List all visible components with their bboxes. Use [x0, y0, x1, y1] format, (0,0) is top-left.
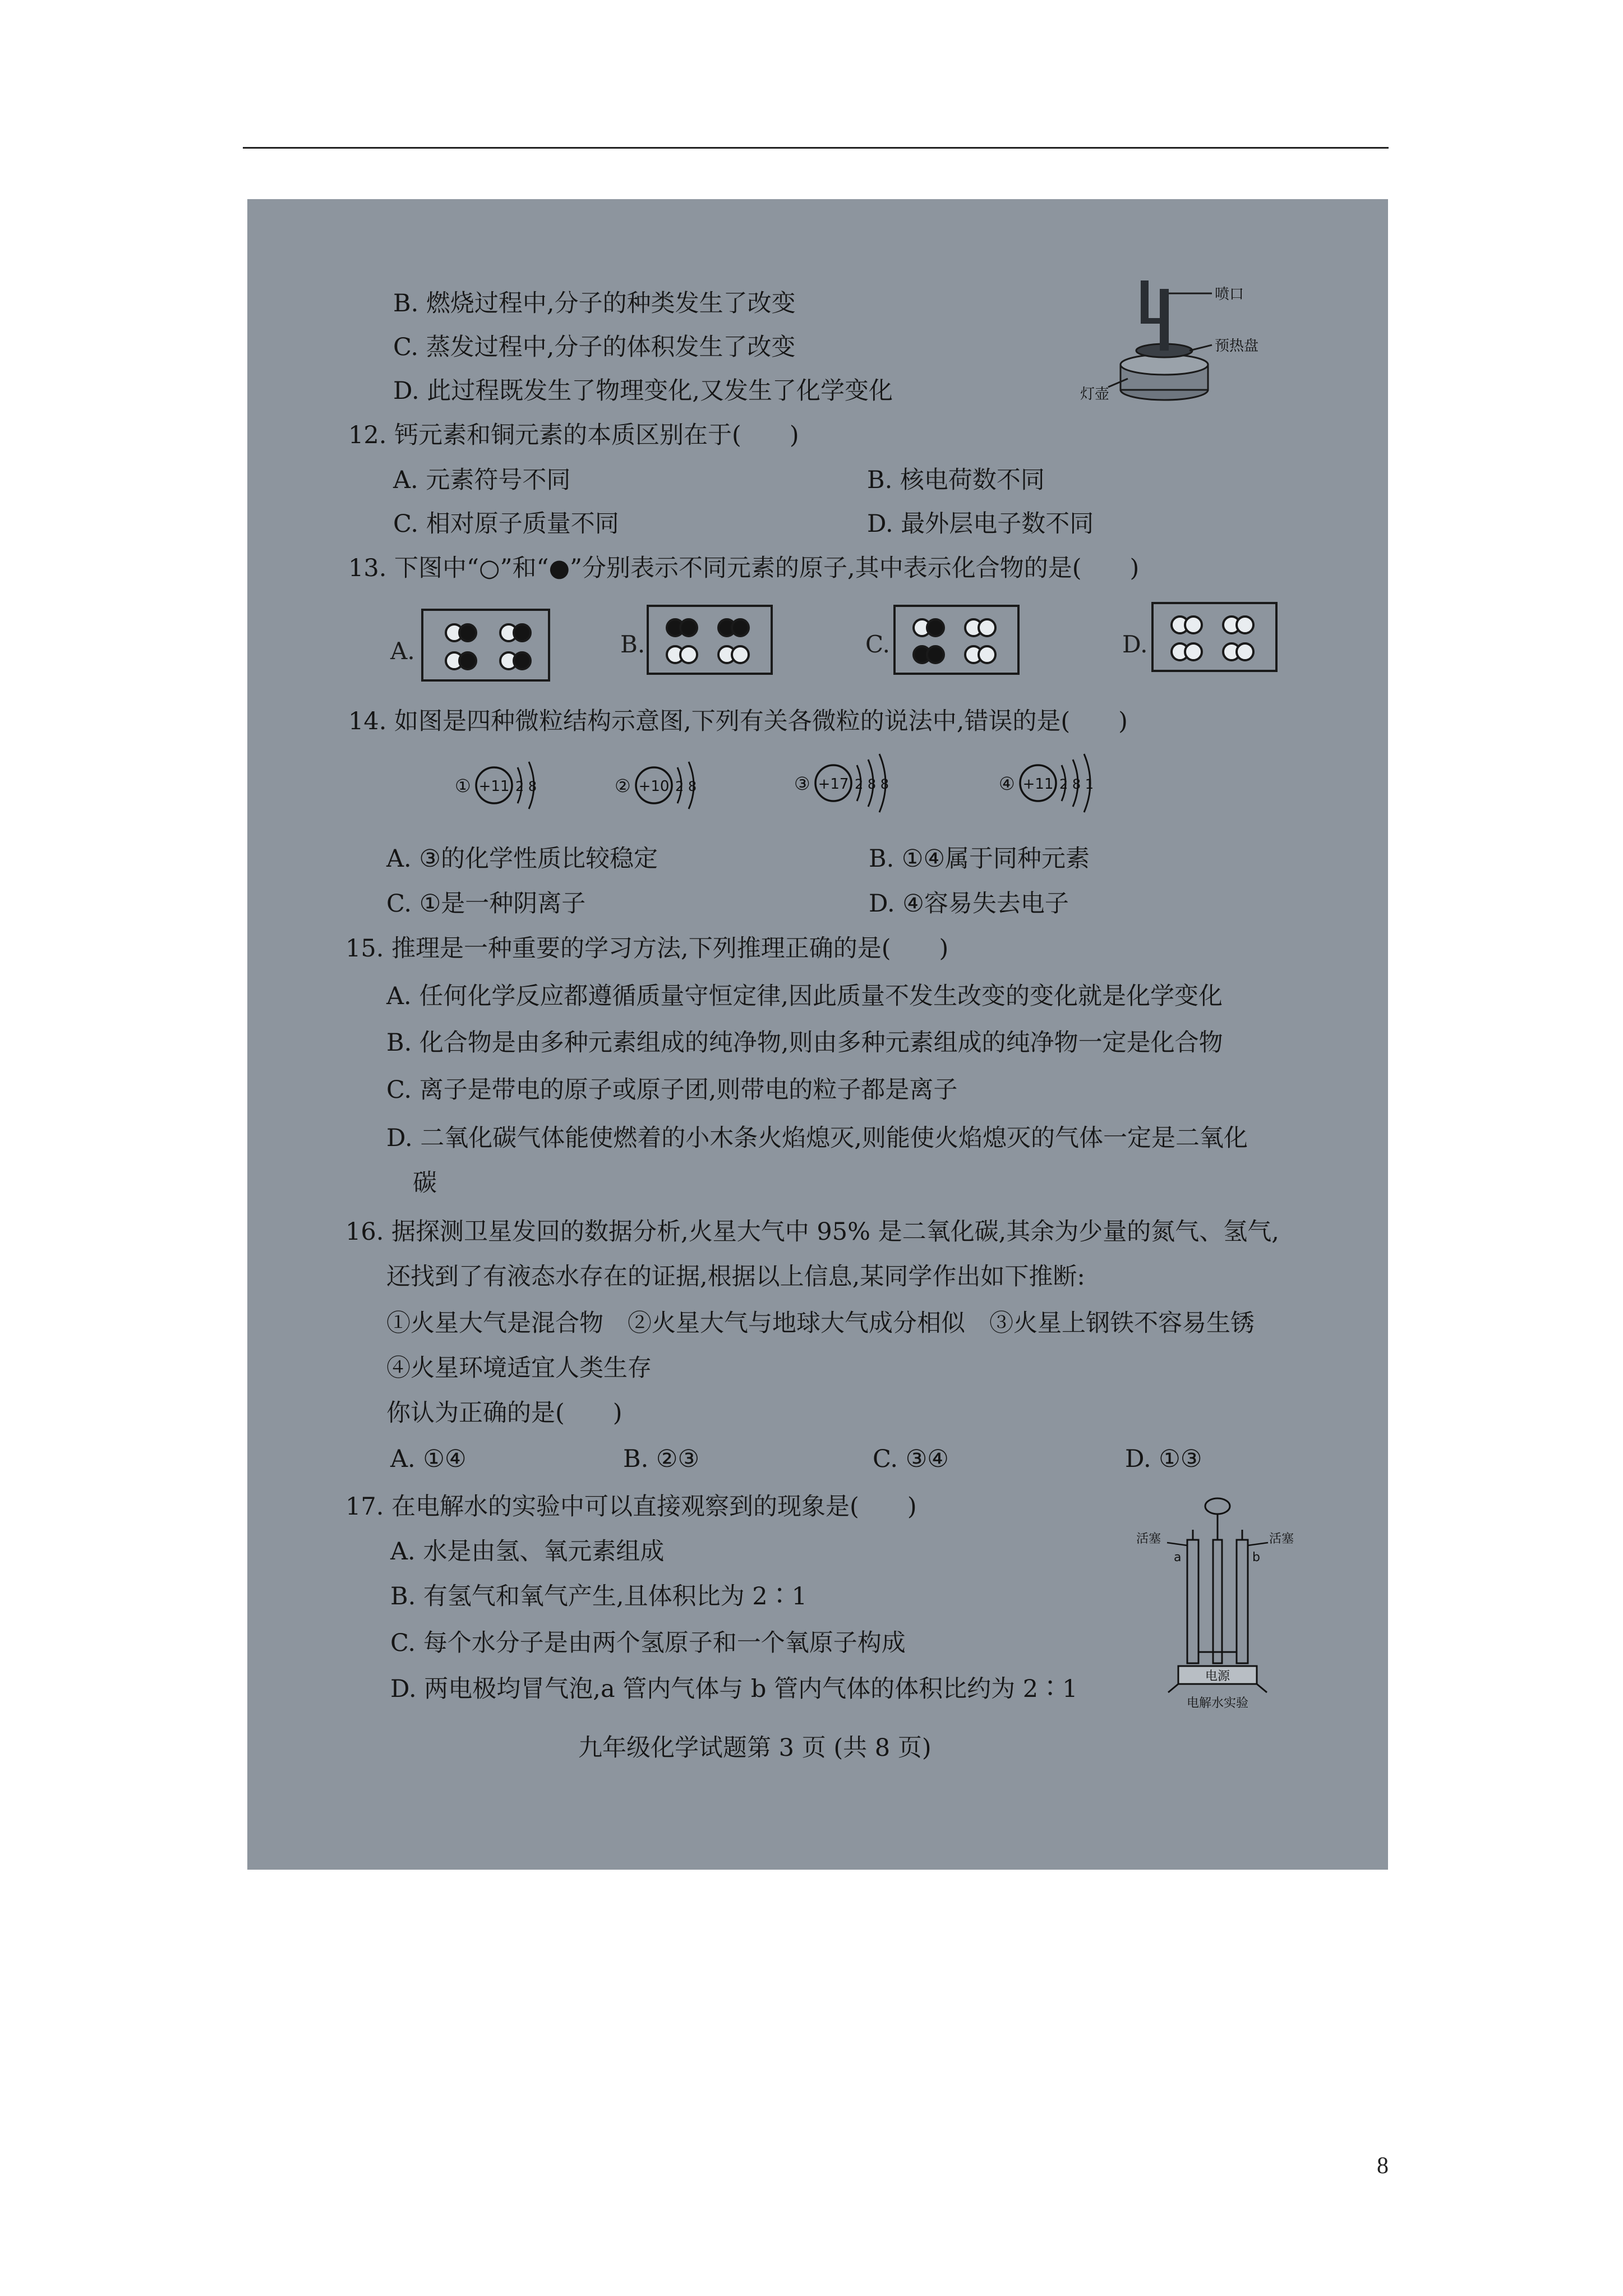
- particle-1-number: ①: [455, 775, 471, 797]
- particle-1-diagram: [455, 752, 567, 819]
- q15-option-d-line1: D. 二氧化碳气体能使燃着的小木条火焰熄灭,则能使火焰熄灭的气体一定是二氧化: [386, 1124, 1248, 1152]
- q12-option-d: D. 最外层电子数不同: [867, 510, 1094, 538]
- molecule: [666, 618, 698, 637]
- alcohol-lamp-figure: [1080, 266, 1271, 403]
- q12-option-c: C. 相对原子质量不同: [393, 510, 619, 538]
- q13-option-c-box: [893, 605, 1020, 675]
- q16-statements-1: ①火星大气是混合物 ②火星大气与地球大气成分相似 ③火星上钢铁不容易生锈: [386, 1309, 1255, 1337]
- header-rule: [243, 147, 1389, 149]
- molecule: [912, 618, 945, 637]
- molecule: [666, 645, 698, 664]
- q11-option-b: B. 燃烧过程中,分子的种类发生了改变: [393, 289, 796, 318]
- particle-3-diagram: [794, 746, 929, 819]
- q16-stem-line1: 16. 据探测卫星发回的数据分析,火星大气中 95% 是二氧化碳,其余为少量的氮气、氢气,: [345, 1218, 1279, 1246]
- molecule: [912, 645, 945, 664]
- electrolysis-caption: 电解水实验: [1186, 1696, 1249, 1710]
- q13-option-c-label: C.: [865, 631, 890, 658]
- q13-option-b-label: B.: [620, 631, 645, 658]
- q11-option-d: D. 此过程既发生了物理变化,又发生了化学变化: [393, 377, 893, 405]
- tube-b-label: b: [1252, 1550, 1260, 1565]
- molecule: [499, 651, 532, 670]
- particle-2-diagram: [615, 752, 727, 819]
- q13-stem: 13. 下图中“○”和“●”分别表示不同元素的原子,其中表示化合物的是( ): [348, 554, 1140, 582]
- q16-stem-line2: 还找到了有液态水存在的证据,根据以上信息,某同学作出如下推断:: [386, 1263, 1085, 1291]
- electrolysis-figure: [1133, 1489, 1302, 1714]
- particle-4-number: ④: [999, 773, 1015, 794]
- q13-option-a-label: A.: [390, 637, 415, 665]
- q15-option-d-line2: 碳: [413, 1169, 437, 1197]
- q11-option-c: C. 蒸发过程中,分子的体积发生了改变: [393, 333, 796, 361]
- q13-option-d-label: D.: [1122, 631, 1148, 658]
- q16-question: 你认为正确的是( ): [386, 1399, 623, 1427]
- molecule: [499, 623, 532, 642]
- q13-option-b-box: [647, 605, 773, 675]
- particle-2-number: ②: [615, 775, 631, 797]
- q15-option-b: B. 化合物是由多种元素组成的纯净物,则由多种元素组成的纯净物一定是化合物: [386, 1029, 1223, 1057]
- q14-option-a: A. ③的化学性质比较稳定: [386, 845, 658, 873]
- q17-stem: 17. 在电解水的实验中可以直接观察到的现象是( ): [345, 1493, 917, 1521]
- q15-option-a: A. 任何化学反应都遵循质量守恒定律,因此质量不发生改变的变化就是化学变化: [386, 982, 1223, 1010]
- molecule: [1170, 615, 1203, 634]
- q16-option-c: C. ③④: [873, 1445, 949, 1473]
- molecule: [445, 651, 477, 670]
- particle-2-nucleus: +10: [638, 778, 670, 795]
- q13-option-d-box: [1151, 602, 1278, 672]
- nozzle-label: 喷口: [1215, 286, 1244, 303]
- q16-option-b: B. ②③: [623, 1445, 700, 1473]
- molecule: [1170, 642, 1203, 661]
- molecule: [1222, 642, 1255, 661]
- molecule: [964, 618, 997, 637]
- particle-3-shells: 2 8 8: [855, 776, 889, 792]
- particle-1-shells: 2 8: [515, 779, 537, 794]
- q14-option-d: D. ④容易失去电子: [869, 890, 1069, 918]
- q16-option-d: D. ①③: [1125, 1445, 1202, 1473]
- q12-option-b: B. 核电荷数不同: [867, 466, 1045, 494]
- particle-3-number: ③: [794, 773, 810, 794]
- left-valve-label: 活塞: [1136, 1532, 1161, 1546]
- q17-option-c: C. 每个水分子是由两个氢原子和一个氧原子构成: [390, 1629, 906, 1657]
- q12-stem: 12. 钙元素和铜元素的本质区别在于( ): [348, 421, 799, 449]
- particle-2-shells: 2 8: [675, 779, 697, 794]
- particle-4-nucleus: +11: [1022, 776, 1054, 793]
- right-valve-label: 活塞: [1269, 1532, 1294, 1546]
- tube-a-label: a: [1174, 1550, 1182, 1565]
- q14-stem: 14. 如图是四种微粒结构示意图,下列有关各微粒的说法中,错误的是( ): [348, 707, 1128, 735]
- q14-option-b: B. ①④属于同种元素: [869, 845, 1090, 873]
- power-supply-label: 电源: [1205, 1669, 1230, 1683]
- molecule: [964, 645, 997, 664]
- particle-4-diagram: [999, 746, 1133, 819]
- q13-option-a-box: [421, 609, 550, 682]
- page-number: 8: [1377, 2153, 1389, 2179]
- exam-page-photo: [247, 199, 1388, 1870]
- particle-1-nucleus: +11: [478, 778, 510, 795]
- page-footer: 九年级化学试题第 3 页 (共 8 页): [578, 1734, 932, 1762]
- q15-stem: 15. 推理是一种重要的学习方法,下列推理正确的是( ): [345, 935, 949, 963]
- particle-3-nucleus: +17: [818, 776, 849, 793]
- q17-option-b: B. 有氢气和氧气产生,且体积比为 2∶1: [390, 1582, 807, 1611]
- molecule: [1222, 615, 1255, 634]
- molecule: [445, 623, 477, 642]
- lamp-pot-label: 灯壶: [1080, 386, 1110, 403]
- q16-statements-2: ④火星环境适宜人类生存: [386, 1354, 652, 1382]
- molecule: [717, 618, 750, 637]
- q14-option-c: C. ①是一种阴离子: [386, 890, 586, 918]
- q12-option-a: A. 元素符号不同: [393, 466, 571, 494]
- q17-option-a: A. 水是由氢、氧元素组成: [390, 1538, 665, 1566]
- q15-option-c: C. 离子是带电的原子或原子团,则带电的粒子都是离子: [386, 1076, 958, 1104]
- molecule: [717, 645, 750, 664]
- preheat-plate-label: 预热盘: [1215, 338, 1259, 355]
- q16-option-a: A. ①④: [390, 1445, 467, 1473]
- q17-option-d: D. 两电极均冒气泡,a 管内气体与 b 管内气体的体积比约为 2∶1: [390, 1675, 1078, 1703]
- particle-4-shells: 2 8 1: [1059, 776, 1094, 792]
